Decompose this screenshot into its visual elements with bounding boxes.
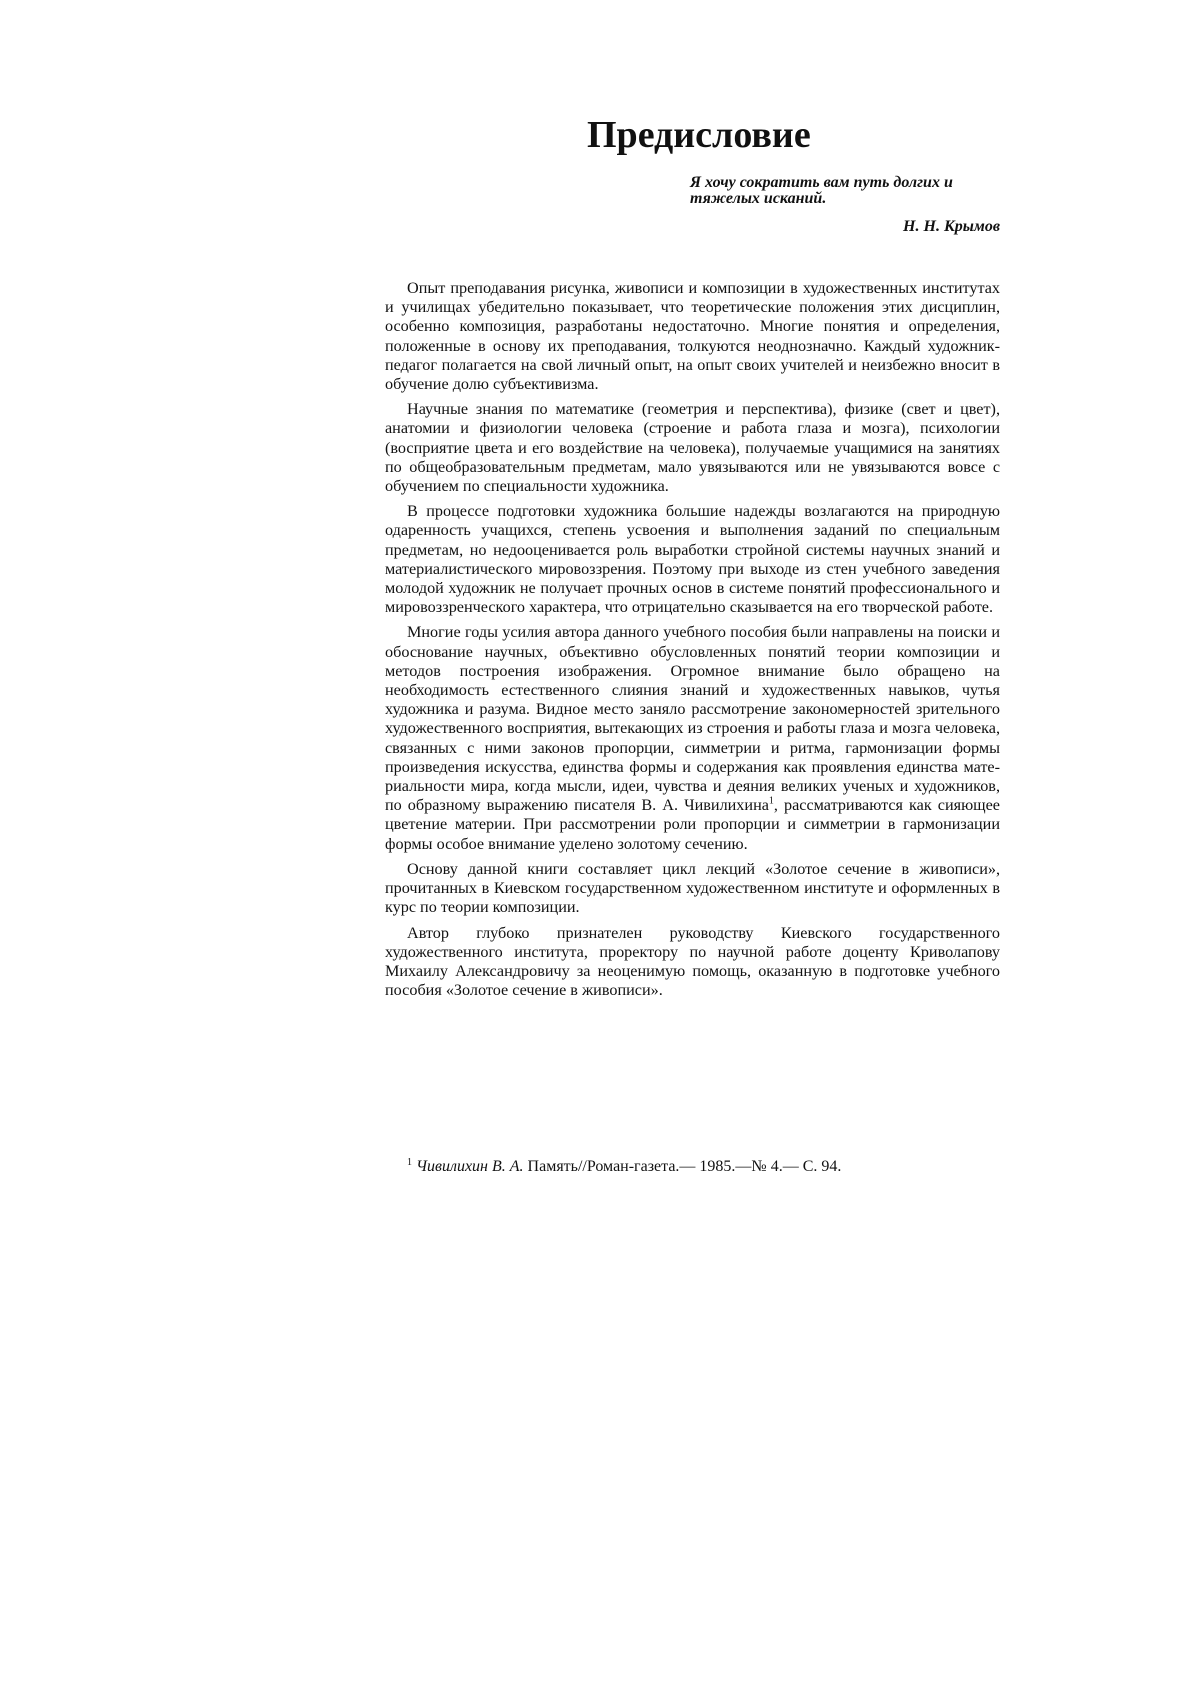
footnote-author: Чивилихин В. А. [416,1158,524,1175]
paragraph-4-text: Многие годы усилия автора данного учебного пособия были направлены на поиски и обоснование научных, объективно обусловленных понятий теории композиции и методов построения изображения. Огромное внимание было обращено на необходимость естественного слияния знаний и художественных навыков, чутья художника и разума. Видное место заняло рассмотрение закономерностей зрительного художественного восприятия, вытекающих из строения и работы глаза и мозга человека, связанных с ними законов пропорции, симметрии и ритма, гармонизации формы произведения искусства, единства формы и содержания как проявления единства материальности мира, когда мысли, идеи, чувства и деяния великих ученых и художников, по образному выражению писателя В. А. Чивилихина [385,623,1000,815]
footnote-number: 1 [407,1156,412,1168]
preface-body [385,279,1000,1006]
paragraph-4 [385,623,1000,853]
epigraph-quote: Я хочу сократить вам путь долгих и тяжелых исканий. [690,174,953,207]
paragraph-4-continuation: , рассматриваются как сияющее цветение материи. При рассмотрении роли пропорции и симметрии в гармонизации формы особое внимание уделено золотому сечению. [385,796,1000,853]
footnote-text: Память//Роман-газета.— 1985.—№ 4.— С. 94. [527,1158,842,1175]
page-title: Предисловие [587,114,811,156]
paragraph-6: Автор глубоко признателен руководству Киевского государственного художественного института, проректору по научной работе доценту Криволапову Михаилу Александровичу за неоценимую помощь, оказанную в подготовке учебного пособия «Золотое сечение в живописи». [385,923,1000,1000]
paragraph-1: Опыт преподавания рисунка, живописи и композиции в художественных институтах и училищах убедительно показывает, что теоретические положения этих дисциплин, особенно композиция, разработаны недостаточно. Многие понятия и определения, положенные в основу их преподавания, толкуются неоднозначно. Каждый художник-педагог полагается на свой личный опыт, на опыт своих учителей и неизбежно вносит в обучение долю субъективизма. [385,279,1000,394]
paragraph-2: Научные знания по математике (геометрия и перспектива), физике (свет и цвет), анатомии и физиологии человека (строение и работа глаза и мозга), психологии (восприятие цвета и его воздействие на человека), получаемые учащимися на занятиях по общеобразовательным предметам, мало увязываются или не увязываются вовсе с обучением по специальности художника. [385,400,1000,496]
paragraph-3: В процессе подготовки художника большие надежды возлагаются на природную одаренность учащихся, степень усвоения и выполнения заданий по специальным предметам, но недооценивается роль выработки стройной системы научных знаний и материалистического мировоззрения. Поэтому при выходе из стен учебного заведения молодой художник не получает прочных основ в системе понятий профессионального и мировоззренческого характера, что отрицательно сказывается на его творческой работе. [385,502,1000,617]
footnote-reference: 1 [768,795,774,807]
footnote [407,1157,841,1177]
paragraph-5: Основу данной книги составляет цикл лекций «Золотое сечение в живописи», прочитанных в Киевском государственном художественном институте и оформленных в курс по теории композиции. [385,859,1000,917]
epigraph-author: Н. Н. Крымов [903,218,1000,235]
